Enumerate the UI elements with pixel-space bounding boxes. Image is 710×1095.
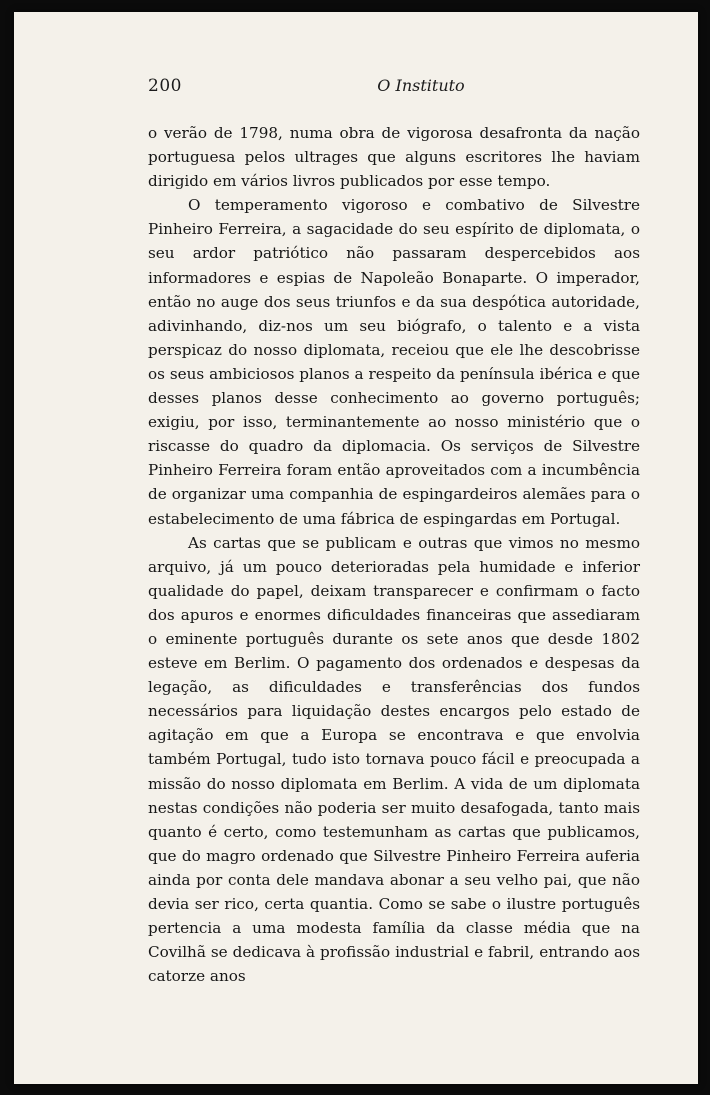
journal-title: O Instituto xyxy=(377,76,465,95)
paragraph: As cartas que se publicam e outras que vimos no mesmo arquivo, já um pouco deterioradas pela humidade e inferior qualidade do papel, deixam transparecer e confirmam o facto dos apuros e enormes dificuldades financeiras que assediaram o eminente português durante os sete anos que desde 1802 esteve em Berlim. O pagamento dos ordenados e despesas da legação, as dificuldades e transferências dos fundos necessários para liquidação destes encargos pelo estado de agitação em que a Europa se encontrava e que envolvia também Portugal, tudo isto tornava pouco fácil e preocupada a missão do nosso diplomata em Berlim. A vida de um diplomata nestas condições não poderia ser muito desafogada, tanto mais quanto é certo, como testemunham as cartas que publicamos, que do magro ordenado que Silvestre Pinheiro Ferreira auferia ainda por conta dele mandava abonar a seu velho pai, que não devia ser rico, certa quantia. Como se sabe o ilustre português pertencia a uma modesta família da classe média que na Covilhã se dedicava à profissão industrial e fabril, entrando aos catorze anos xyxy=(148,533,640,986)
running-head xyxy=(148,76,640,102)
paragraph-continuation: o verão de 1798, numa obra de vigorosa desafronta da nação portuguesa pelos ultrages que alguns escritores lhe haviam dirigido em vários livros publicados por esse tempo. xyxy=(148,124,640,191)
paragraph: O temperamento vigoroso e combativo de Silvestre Pinheiro Ferreira, a sagacidade do seu espírito de diplomata, o seu ardor patriótico não passaram despercebidos aos informadores e espias de Napoleão Bonaparte. O imperador, então no auge dos seus triunfos e da sua despótica autoridade, adivinhando, diz-nos um seu biógrafo, o talento e a vista perspicaz do nosso diplomata, receiou que ele lhe descobrisse os seus ambiciosos planos a respeito da península ibérica e que desses planos desse conhecimento ao governo português; exigiu, por isso, terminantemente ao nosso ministério que o riscasse do quadro da diplomacia. Os serviços de Silvestre Pinheiro Ferreira foram então aproveitados com a incumbência de organizar uma companhia de espingardeiros alemães para o estabelecimento de uma fábrica de espingardas em Portugal. xyxy=(148,196,640,528)
body-text xyxy=(148,121,640,988)
page-number: 200 xyxy=(148,76,182,96)
